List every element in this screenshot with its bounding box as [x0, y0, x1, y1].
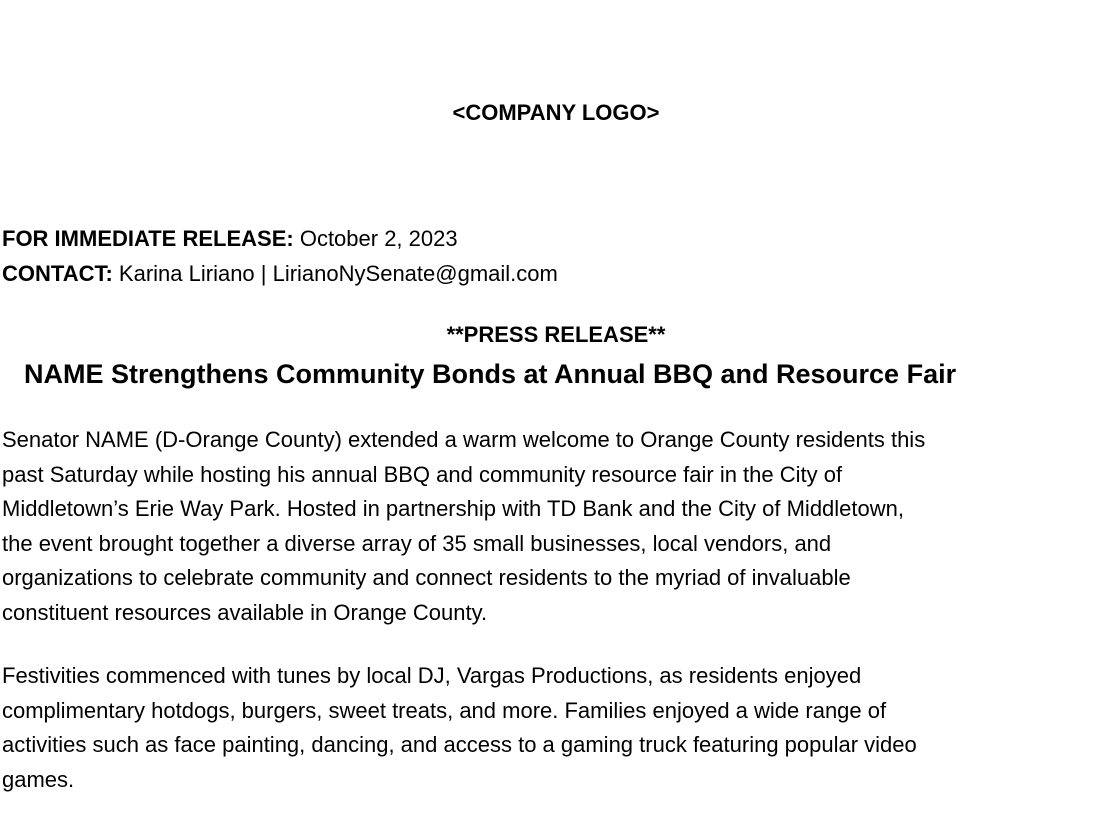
paragraph-line: Senator NAME (D-Orange County) extended a warm welcome to Orange County residents this: [2, 427, 926, 452]
paragraph-line: constituent resources available in Orange County.: [2, 599, 488, 625]
paragraph-line: organizations to celebrate community and connect residents to the myriad of invaluable: [2, 565, 851, 591]
headline: NAME Strengthens Community Bonds at Annual BBQ and Resource Fair: [24, 359, 957, 389]
release-date-line: [2, 226, 458, 252]
paragraph-line: the event brought together a diverse array of 35 small businesses, local vendors, and: [2, 530, 832, 556]
paragraph-1: [2, 423, 1100, 631]
contact-line: [2, 261, 558, 287]
release-label: FOR IMMEDIATE RELEASE:: [2, 226, 294, 251]
company-logo-placeholder: <COMPANY LOGO>: [452, 100, 660, 125]
paragraph-line: past Saturday while hosting his annual BBQ and community resource fair in the City of: [2, 461, 843, 487]
paragraph-line: complimentary hotdogs, burgers, sweet treats, and more. Families enjoyed a wide range of: [2, 697, 887, 723]
paragraph-line: Festivities commenced with tunes by local DJ, Vargas Productions, as residents enjoyed: [2, 663, 862, 688]
contact-label: CONTACT:: [2, 261, 113, 286]
paragraph-line: activities such as face painting, dancing, and access to a gaming truck featuring popular video: [2, 732, 917, 758]
paragraph-line: Middletown’s Erie Way Park. Hosted in partnership with TD Bank and the City of Middletown,: [2, 496, 904, 522]
contact-info: Karina Liriano | LirianoNySenate@gmail.com: [112, 261, 558, 286]
press-release-label: **PRESS RELEASE**: [446, 322, 666, 347]
release-date: October 2, 2023: [293, 226, 458, 251]
paragraph-2: [2, 659, 1100, 797]
paragraph-line: games.: [2, 766, 75, 792]
